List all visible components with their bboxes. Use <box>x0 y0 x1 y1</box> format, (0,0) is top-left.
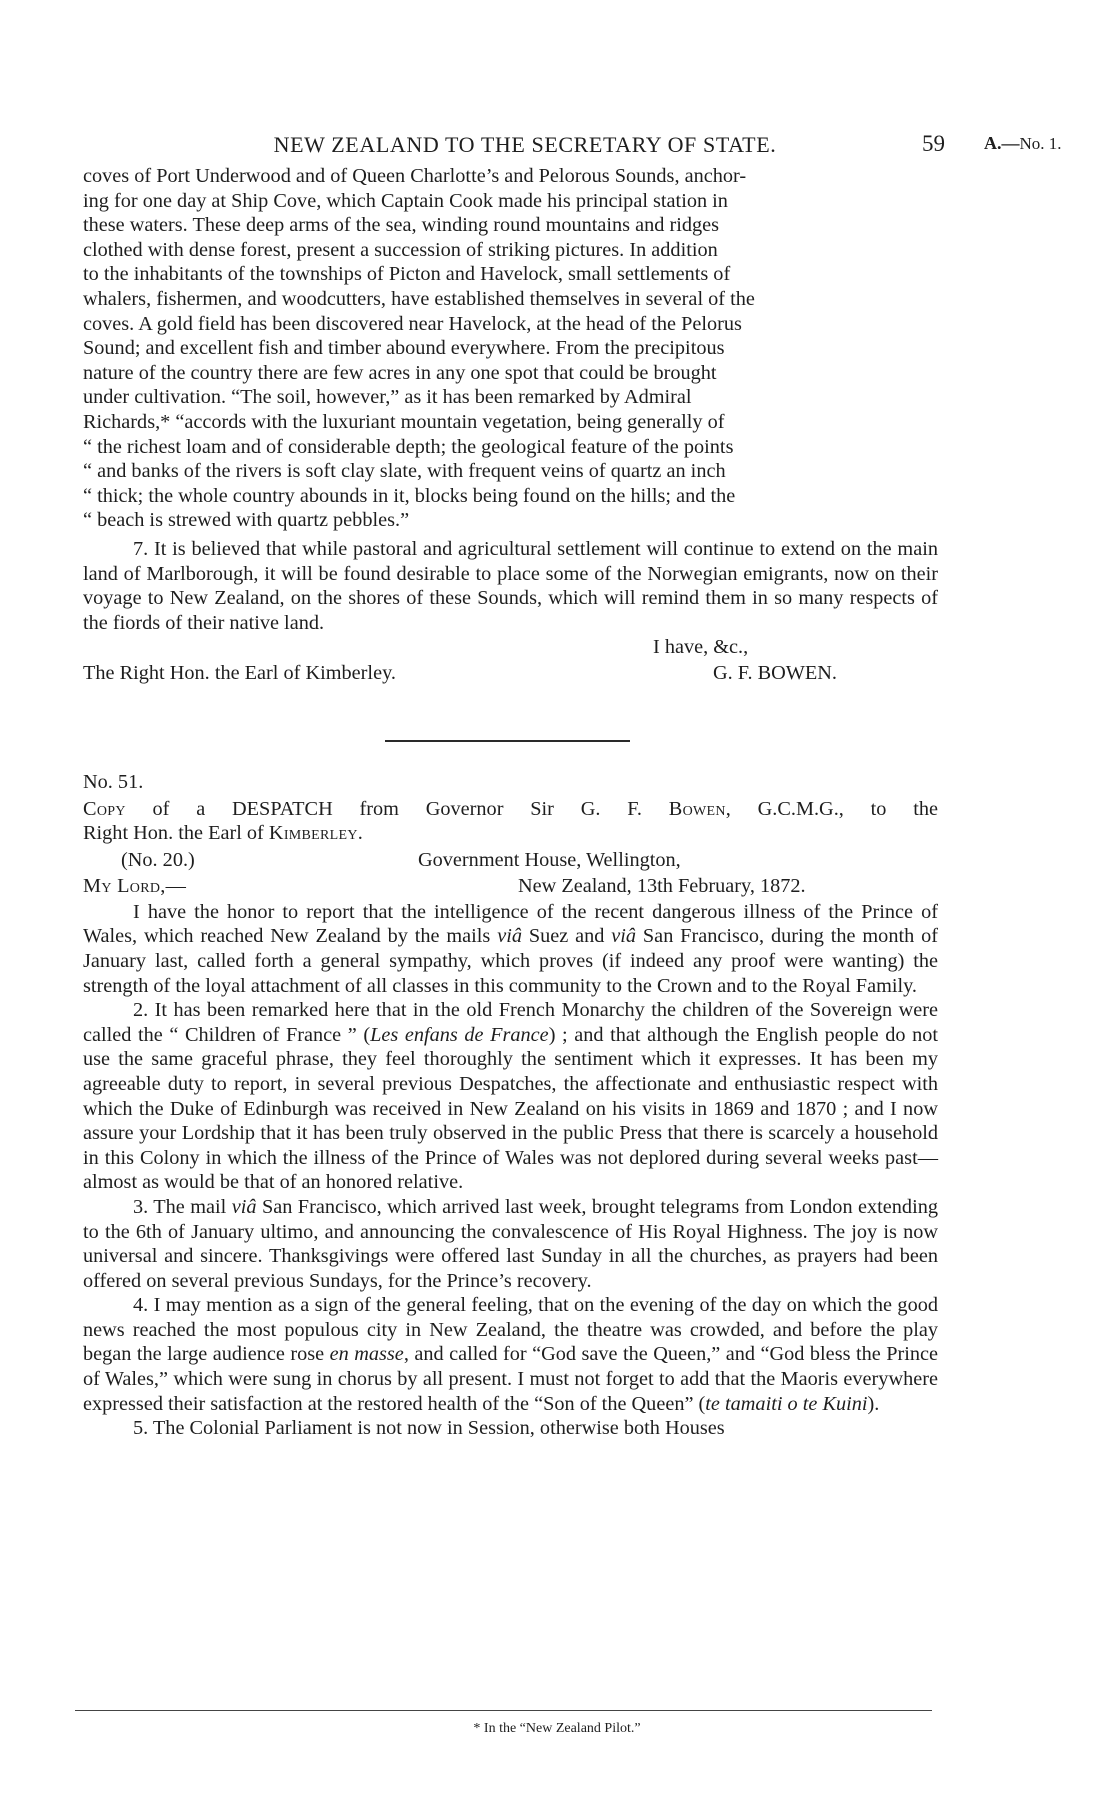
section-divider <box>385 740 630 742</box>
p4-text-a: 4. I may mention as a sign of the general feeling, that on the evening of the day on which the good news reached the most populous city in New Zealand, the theatre was crowded, and before the play began the large audience rose <box>83 1294 938 1366</box>
p3-text-a: 3. The mail <box>133 1195 227 1218</box>
p4-text-c: ). <box>867 1392 880 1415</box>
salutation-row <box>83 874 938 900</box>
p2-text-a: 2. It has been remarked here that in the old French Monarchy the children of the Sovereign were called the “ Children of France ” ( <box>83 999 938 1046</box>
text-line: Richards,* “accords with the luxuriant mountain vegetation, being generally of <box>83 410 725 433</box>
paragraph-1 <box>83 900 938 998</box>
signature-row <box>83 661 938 687</box>
despatch-date: New Zealand, 13th February, 1872. <box>518 874 806 897</box>
p1-via-1: viâ <box>497 925 522 948</box>
text-line: coves of Port Underwood and of Queen Charlotte’s and Pelorous Sounds, anchor- <box>83 165 747 187</box>
closing-formula: I have, &c., <box>653 636 749 659</box>
signature: G. F. BOWEN. <box>713 662 838 685</box>
salutation: My Lord,— <box>83 874 187 897</box>
title-line2-text: Right Hon. the Earl of <box>83 822 264 845</box>
despatch-place: Government House, Wellington, <box>418 848 681 871</box>
paragraph-5: 5. The Colonial Parliament is not now in Session, otherwise both Houses <box>133 1417 725 1440</box>
text-line: “ and banks of the rivers is soft clay slate, with frequent veins of quartz an inch <box>83 460 726 483</box>
p2-text-b: ) ; and that although the English people do not use the same graceful phrase, they feel thoroughly the sentiment which it expresses. It has been my agreeable duty to report, in several previous Despatches, the affectionate and enthusiastic respect with which the Duke of Edinburgh was received in New Zealand on his visits in 1869 and 1870 ; and I now assure your Lordship that it has been truly observed in the public Press that there is scarcely a household in this Colony in which the illness of the Prince of Wales was not deplored during several weeks past—almost as would be that of an honored relative. <box>83 1023 939 1194</box>
series-mark <box>984 133 1062 154</box>
despatch-title-line-2 <box>83 821 938 846</box>
p1-text-c: San Francisco, during the month of January last, called forth a general sympathy, which proves (if indeed any proof were wanting) the strength of the loyal attachment of all classes in this community to the Crown and to the Royal Family. <box>83 925 938 997</box>
continuation-paragraph <box>83 164 938 533</box>
text-line: under cultivation. “The soil, however,” as it has been remarked by Admiral <box>83 386 692 409</box>
paragraph-4 <box>83 1293 938 1416</box>
text-line: nature of the country there are few acres in any one spot that could be brought <box>83 361 717 384</box>
p4-en-masse: en masse <box>329 1343 404 1366</box>
despatch-title-line-1 <box>83 797 938 822</box>
text-line: “ beach is strewed with quartz pebbles.” <box>83 509 410 532</box>
title-line2-end: . <box>357 822 363 845</box>
paragraph-2 <box>83 998 938 1195</box>
title-text: of a DESPATCH from Governor Sir G. F. <box>152 797 642 820</box>
p1-via-2: viâ <box>611 925 637 948</box>
footnote: * In the “New Zealand Pilot.” <box>473 1721 641 1736</box>
footnote-rule <box>75 1710 932 1711</box>
closing-row <box>83 635 938 661</box>
addressee: The Right Hon. the Earl of Kimberley. <box>83 662 396 685</box>
despatch-number: No. 51. <box>83 771 144 793</box>
title-text-2: , G.C.M.G., to the <box>725 797 938 820</box>
title-kimberley: Kimberley <box>268 822 358 845</box>
previous-despatch-continuation <box>83 164 938 687</box>
page-number: 59 <box>922 131 945 156</box>
despatch-ref-number: (No. 20.) <box>121 848 195 871</box>
text-line: “ thick; the whole country abounds in it, blocks being found on the hills; and the <box>83 484 736 507</box>
text-line: whalers, fishermen, and woodcutters, have established themselves in several of the <box>83 287 755 310</box>
p3-text-b: San Francisco, which arrived last week, brought telegrams from London extending to the 6th of January ultimo, and announcing the convalescence of His Royal Highness. The joy is now universal and sincere. Thanksgivings were offered last Sunday in all the churches, as prayers had been offered on several previous Sundays, for the Prince’s recovery. <box>83 1195 938 1292</box>
title-copy: Copy <box>83 797 126 820</box>
text-line: these waters. These deep arms of the sea, winding round mountains and ridges <box>83 214 720 237</box>
series-number: No. 1. <box>1019 134 1062 153</box>
reference-row <box>83 848 938 874</box>
text-line: coves. A gold field has been discovered near Havelock, at the head of the Pelorus <box>83 312 742 335</box>
text-line: clothed with dense forest, present a succession of striking pictures. In addition <box>83 238 718 261</box>
text-line: ing for one day at Ship Cove, which Captain Cook made his principal station in <box>83 189 728 212</box>
series-code: A.— <box>984 133 1020 153</box>
p4-text-b: , and called for “God save the Queen,” and “God bless the Prince of Wales,” which were sung in chorus by all present. I must not forget to add that the Maoris everywhere expressed their satisfaction at the restored health of the “Son of the Queen” ( <box>83 1343 939 1415</box>
p2-italic-phrase: Les enfans de France <box>370 1023 549 1046</box>
p3-via: viâ <box>231 1195 257 1218</box>
p1-text-a: I have the honor to report that the intelligence of the recent dangerous illness of the Prince of Wales, which reached New Zealand by the mails <box>83 900 938 948</box>
paragraph-7: 7. It is believed that while pastoral and agricultural settlement will continue to extend on the main land of Marlborough, it will be found desirable to place some of the Norwegian emigrants, now on their voyage to New Zealand, on the shores of these Sounds, which will remind them in so many respects of the fiords of their native land. <box>83 537 938 634</box>
running-title: NEW ZEALAND TO THE SECRETARY OF STATE. <box>273 132 777 157</box>
p4-maori-phrase: te tamaiti o te Kuini <box>705 1392 868 1415</box>
text-line: Sound; and excellent fish and timber abound everywhere. From the precipitous <box>83 337 725 360</box>
title-bowen: Bowen <box>668 797 726 820</box>
text-line: “ the richest loam and of considerable depth; the geological feature of the points <box>83 435 734 458</box>
despatch-no-51 <box>83 770 938 1441</box>
p1-text-b: Suez and <box>528 925 605 948</box>
paragraph-3 <box>83 1195 938 1293</box>
text-line: to the inhabitants of the townships of Picton and Havelock, small settlements of <box>83 263 731 286</box>
